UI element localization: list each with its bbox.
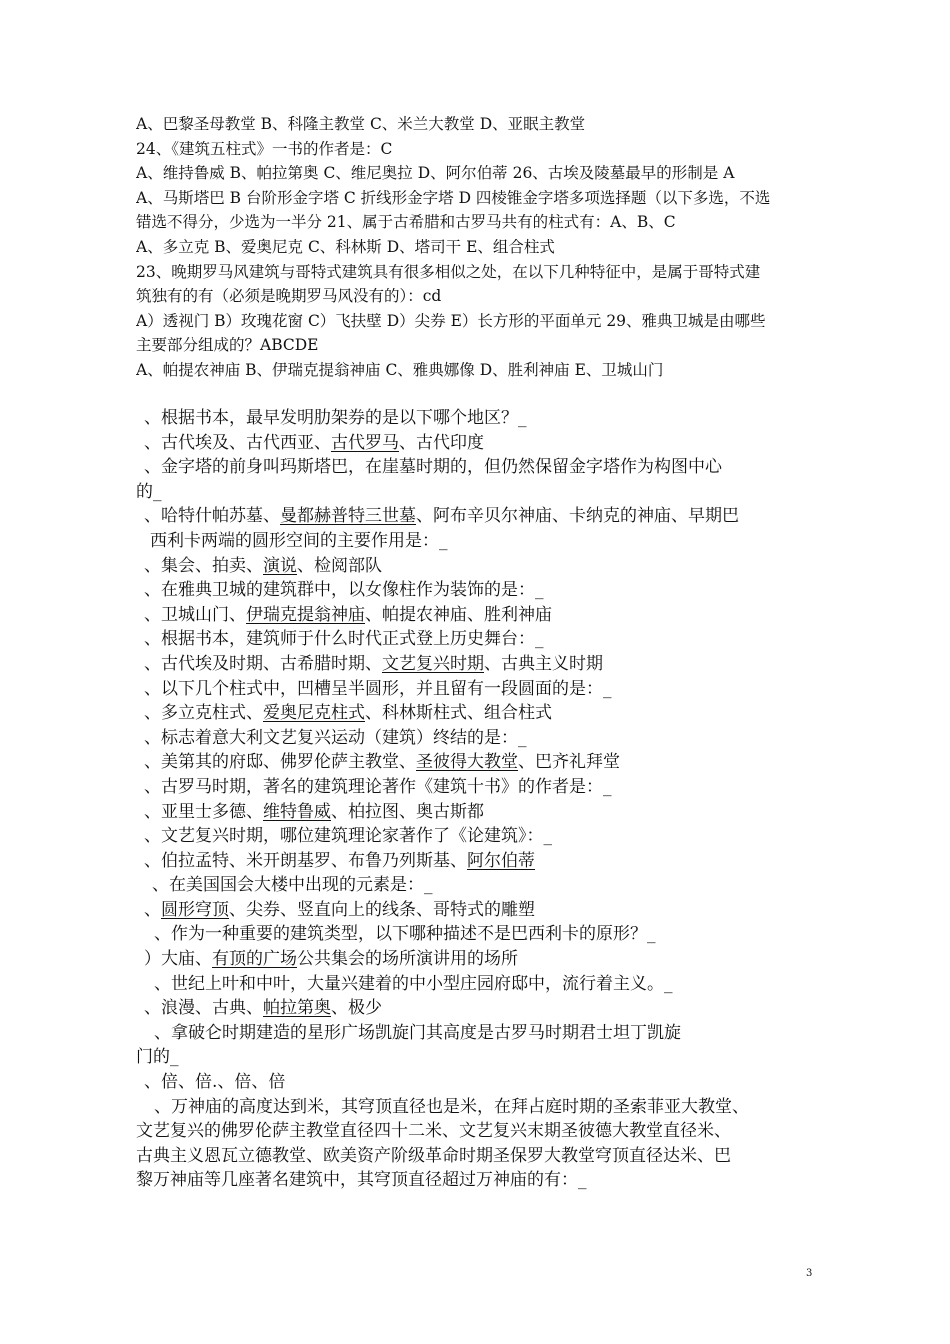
- text-line: [136, 603, 836, 628]
- text-line: [136, 431, 836, 456]
- text-segment: 筑独有的有（必须是晚期罗马风没有的）：cd: [136, 287, 442, 306]
- text-line: [136, 504, 836, 529]
- text-segment: 、文艺复兴时期，哪位建筑理论家著作了《论建筑》：_: [144, 826, 552, 847]
- answer-underlined: 有顶的广场: [212, 949, 297, 970]
- text-segment: 、美第其的府邸、佛罗伦萨主教堂、: [144, 752, 416, 773]
- text-line: [136, 1070, 836, 1095]
- text-segment: 、万神庙的高度达到米，其穹顶直径也是米，在拜占庭时期的圣索菲亚大教堂、: [154, 1096, 749, 1117]
- text-line: [136, 1144, 836, 1169]
- text-segment: 错选不得分，少选为一半分 21、属于古希腊和古罗马共有的柱式有：A、B、C: [136, 213, 676, 232]
- answer-underlined: 伊瑞克提翁神庙: [246, 604, 365, 625]
- text-line: [136, 922, 836, 947]
- text-segment: A、巴黎圣母教堂 B、科隆主教堂 C、米兰大教堂 D、亚眠主教堂: [136, 115, 586, 133]
- text-line: [136, 972, 836, 997]
- text-segment: 、科林斯柱式、组合柱式: [365, 703, 552, 724]
- answer-underlined: 曼都赫普特三世墓: [280, 506, 416, 527]
- text-segment: 文艺复兴的佛罗伦萨主教堂直径四十二米、文艺复兴末期圣彼德大教堂直径米、: [136, 1121, 731, 1142]
- text-segment: 、伯拉孟特、米开朗基罗、布鲁乃列斯基、: [144, 850, 467, 871]
- text-line: [136, 1119, 836, 1144]
- text-line: [136, 186, 836, 211]
- text-segment: 主要部分组成的？ABCDE: [136, 336, 319, 355]
- text-segment: A）透视门 B）玫瑰花窗 C）飞扶壁 D）尖券 E）长方形的平面单元 29、雅典卫城是由哪些: [136, 311, 766, 330]
- text-line: [136, 112, 836, 137]
- text-segment: 、: [144, 899, 161, 920]
- answer-underlined: 文艺复兴时期: [382, 653, 484, 674]
- text-line: [136, 677, 836, 702]
- text-segment: 、多立克柱式、: [144, 703, 263, 724]
- text-line: [136, 260, 836, 285]
- text-line: [136, 333, 836, 358]
- text-segment: 24、《建筑五柱式》一书的作者是：C: [136, 139, 393, 158]
- text-segment: 、集会、拍卖、: [144, 555, 263, 576]
- answer-underlined: 帕拉第奥: [263, 998, 331, 1019]
- text-segment: A、马斯塔巴 B 台阶形金字塔 C 折线形金字塔 D 四棱锥金字塔多项选择题（以下多选，不选: [136, 188, 771, 207]
- text-segment: 、根据书本，最早发明肋架券的是以下哪个地区？_: [144, 408, 527, 428]
- text-line: [136, 1045, 836, 1070]
- text-segment: 古典主义恩瓦立德教堂、欧美资产阶级革命时期圣保罗大教堂穹顶直径达米、巴: [136, 1145, 731, 1166]
- text-segment: 、世纪上叶和中叶，大量兴建着的中小型庄园府邸中，流行着主义。_: [154, 973, 673, 994]
- answer-underlined: 圣彼得大教堂: [416, 752, 518, 773]
- text-line: [136, 284, 836, 309]
- text-line: [136, 947, 836, 972]
- text-segment: 、根据书本，建筑师于什么时代正式登上历史舞台：_: [144, 629, 544, 650]
- text-segment: 、极少: [331, 998, 382, 1019]
- text-line: [136, 480, 836, 505]
- text-segment: 公共集会的场所演讲用的场所: [297, 949, 518, 970]
- text-line: [136, 210, 836, 235]
- text-line: [136, 455, 836, 480]
- text-line: [136, 849, 836, 874]
- question-section: [136, 406, 836, 1193]
- text-line: [136, 578, 836, 603]
- text-segment: A、多立克 B、爱奥尼克 C、科林斯 D、塔司干 E、组合柱式: [136, 237, 555, 256]
- answer-underlined: 阿尔伯蒂: [467, 850, 535, 871]
- answer-underlined: 维特鲁威: [263, 801, 331, 822]
- text-line: [136, 726, 836, 751]
- text-segment: ）大庙、: [144, 949, 212, 970]
- text-segment: 、古罗马时期，著名的建筑理论著作《建筑十书》的作者是：_: [144, 776, 612, 797]
- text-segment: A、帕提农神庙 B、伊瑞克提翁神庙 C、雅典娜像 D、胜利神庙 E、卫城山门: [136, 360, 664, 379]
- text-segment: 西利卡两端的圆形空间的主要作用是：_: [150, 530, 448, 551]
- answer-underlined: 圆形穹顶: [161, 899, 229, 920]
- text-line: [136, 800, 836, 825]
- text-segment: 、古代埃及、古代西亚、: [144, 432, 331, 453]
- text-segment: 、巴齐礼拜堂: [518, 752, 620, 773]
- text-segment: 、卫城山门、: [144, 604, 246, 625]
- text-segment: 、古代印度: [399, 432, 484, 453]
- answer-underlined: 爱奥尼克柱式: [263, 703, 365, 724]
- text-line: [136, 627, 836, 652]
- text-segment: 、古代埃及时期、古希腊时期、: [144, 653, 382, 674]
- answer-underlined: 演说: [263, 555, 297, 576]
- text-segment: 、检阅部队: [297, 555, 382, 576]
- text-segment: 、在雅典卫城的建筑群中，以女像柱作为装饰的是：_: [144, 580, 544, 601]
- text-line: [136, 775, 836, 800]
- text-segment: 、古典主义时期: [484, 653, 603, 674]
- text-line: [136, 1021, 836, 1046]
- text-line: [136, 701, 836, 726]
- page-number: 3: [806, 1268, 813, 1279]
- answer-underlined: 古代罗马: [331, 432, 399, 453]
- text-segment: A、维持鲁威 B、帕拉第奥 C、维尼奥拉 D、阿尔伯蒂 26、古埃及陵墓最早的形制是 A: [136, 164, 735, 183]
- text-segment: 黎万神庙等几座著名建筑中，其穹顶直径超过万神庙的有：_: [136, 1170, 587, 1191]
- text-line: [136, 554, 836, 579]
- text-line: [136, 996, 836, 1021]
- text-segment: 的_: [136, 481, 162, 502]
- text-line: [136, 750, 836, 775]
- text-line: [136, 898, 836, 923]
- text-line: [136, 1095, 836, 1120]
- text-segment: 、尖券、竖直向上的线条、哥特式的雕塑: [229, 899, 535, 920]
- text-segment: 、以下几个柱式中，凹槽呈半圆形，并且留有一段圆面的是：_: [144, 678, 612, 699]
- text-line: [136, 406, 836, 431]
- answer-section: [136, 112, 836, 383]
- text-segment: 、作为一种重要的建筑类型，以下哪种描述不是巴西利卡的原形？_: [154, 924, 656, 945]
- text-line: [136, 1168, 836, 1193]
- text-line: [136, 161, 836, 186]
- text-segment: 、亚里士多德、: [144, 801, 263, 822]
- text-line: [136, 652, 836, 677]
- text-line: [136, 235, 836, 260]
- text-line: [136, 309, 836, 334]
- text-line: [136, 358, 836, 383]
- text-segment: 、金字塔的前身叫玛斯塔巴，在崖墓时期的，但仍然保留金字塔作为构图中心: [144, 457, 722, 478]
- text-segment: 、拿破仑时期建造的星形广场凯旋门其高度是古罗马时期君士坦丁凯旋: [154, 1022, 681, 1043]
- text-segment: 、哈特什帕苏墓、: [144, 506, 280, 527]
- text-line: [136, 824, 836, 849]
- text-line: [136, 873, 836, 898]
- text-segment: 、柏拉图、奥古斯都: [331, 801, 484, 822]
- text-segment: 、倍、倍.、倍、倍: [144, 1072, 286, 1093]
- text-segment: 门的_: [136, 1047, 179, 1068]
- text-segment: 、浪漫、古典、: [144, 998, 263, 1019]
- text-segment: 、在美国国会大楼中出现的元素是：_: [152, 875, 433, 896]
- text-segment: 、帕提农神庙、胜利神庙: [365, 604, 552, 625]
- text-line: [136, 137, 836, 162]
- text-segment: 23、晚期罗马风建筑与哥特式建筑具有很多相似之处，在以下几种特征中，是属于哥特式建: [136, 262, 761, 281]
- text-segment: 、标志着意大利文艺复兴运动（建筑）终结的是：_: [144, 727, 527, 748]
- text-line: [136, 529, 836, 554]
- text-segment: 、阿布辛贝尔神庙、卡纳克的神庙、早期巴: [416, 506, 739, 527]
